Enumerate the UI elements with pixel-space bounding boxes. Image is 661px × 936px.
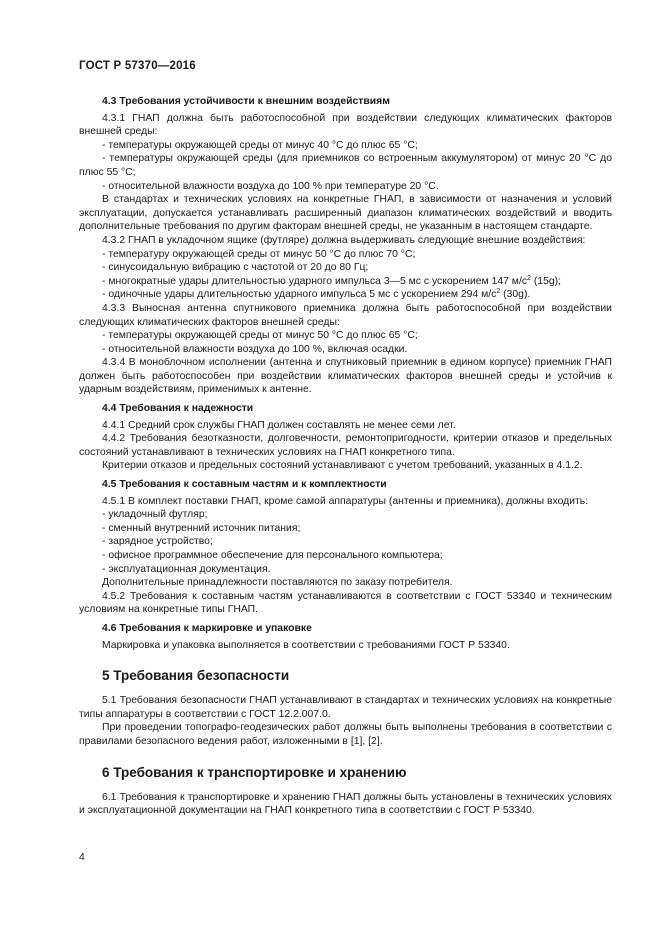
- section-heading-6: 6 Требования к транспортировке и хранению: [102, 764, 407, 780]
- list-item-text: (15g);: [530, 275, 561, 287]
- superscript: 2: [527, 274, 531, 282]
- list-item: - зарядное устройство;: [102, 536, 213, 548]
- list-item: - температуры окружающей среды (для приемников со встроенным аккумулятором) от минус 20 °С до плюс 55 °С;: [79, 153, 612, 178]
- paragraph: При проведении топографо-геодезических работ должны быть выполнены требования в соответствии с правилами безопасного ведения работ, изложенными в [1], [2].: [79, 722, 612, 747]
- section-heading-4-3: 4.3 Требования устойчивости к внешним воздействиям: [102, 96, 390, 107]
- list-item: - температуру окружающей среды от минус 50 °С до плюс 70 °С;: [102, 248, 416, 260]
- paragraph: 6.1 Требования к транспортировке и хранению ГНАП должны быть установлены в технических условиях и эксплуатационной документации на ГНАП конкретного типа в соответствии с ГОСТ Р 53340.: [79, 791, 612, 817]
- document-header: ГОСТ Р 57370—2016: [79, 60, 196, 72]
- superscript: 2: [496, 288, 501, 296]
- page-content: [79, 90, 612, 818]
- list-item-text: (30g).: [500, 289, 531, 301]
- paragraph: В стандартах и технических условиях на конкретные ГНАП, в зависимости от назначения и условий эксплуатации, допускается устанавливать расширенный диапазон климатических воздействий и вводить дополнительные требования по другим факторам внешней среды, не указанным в настоящем стандарте.: [79, 194, 612, 233]
- paragraph: 5.1 Требования безопасности ГНАП устанавливают в стандартах и технических условиях на конкретные типы аппаратуры в соответствии с ГОСТ 12.2.007.0.: [79, 695, 612, 720]
- paragraph: Дополнительные принадлежности поставляются по заказу потребителя.: [102, 577, 453, 589]
- paragraph: Маркировка и упаковка выполняется в соответствии с требованиями ГОСТ Р 53340.: [102, 639, 510, 651]
- section-heading-4-6: 4.6 Требования к маркировке и упаковке: [102, 622, 312, 634]
- paragraph: 4.3.1 ГНАП должна быть работоспособной при воздействии следующих климатических факторов внешней среды:: [79, 112, 612, 138]
- list-item: - температуры окружающей среды от минус 50 °С до плюс 65 °С;: [102, 330, 418, 342]
- paragraph: 4.5.1 В комплект поставки ГНАП, кроме самой аппаратуры (антенны и приемника), должны входить:: [102, 495, 589, 507]
- page-number: 4: [79, 852, 85, 863]
- list-item: - относительной влажности воздуха до 100 %, включая осадки.: [102, 343, 408, 355]
- paragraph: 4.4.2 Требования безотказности, долговечности, ремонтопригодности, критерии отказов и предельных состояний устанавливают в технических условиях на ГНАП конкретного типа.: [79, 433, 612, 458]
- list-item: - сменный внутренний источник питания;: [102, 522, 301, 534]
- list-item-text: - одиночные удары длительностью ударного импульса 5 мс с ускорением 294 м/с: [102, 289, 497, 301]
- list-item: - относительной влажности воздуха до 100 % при температуре 20 °С.: [102, 180, 439, 192]
- section-heading-4-4: 4.4 Требования к надежности: [102, 403, 254, 415]
- list-item: - укладочный футляр;: [102, 509, 208, 521]
- paragraph: 4.5.2 Требования к составным частям устанавливаются в соответствии с ГОСТ 53340 и техническим условиям на конкретные типы ГНАП.: [79, 590, 612, 616]
- paragraph: 4.3.3 Выносная антенна спутникового приемника должна быть работоспособной при воздействии следующих климатических факторов внешней среды:: [79, 302, 612, 328]
- list-item: - синусоидальную вибрацию с частотой от 20 до 80 Гц;: [102, 262, 369, 274]
- list-item: - офисное программное обеспечение для персонального компьютера;: [102, 550, 443, 561]
- section-heading-4-5: 4.5 Требования к составным частям и к комплектности: [102, 479, 387, 491]
- paragraph: 4.4.1 Средний срок службы ГНАП должен составлять не менее семи лет.: [102, 419, 456, 431]
- list-item-text: - многократные удары длительностью ударного импульса 3—5 мс с ускорением 147 м/с: [102, 275, 528, 287]
- list-item: - эксплуатационная документация.: [102, 563, 271, 575]
- list-item: - температуры окружающей среды от минус 40 °С до плюс 65 °С;: [102, 139, 418, 151]
- list-item: [79, 288, 612, 302]
- paragraph: 4.3.4 В моноблочном исполнении (антенна и спутниковый приемник в едином корпусе) приемник ГНАП должен быть работоспособен при воздействии климатических факторов внешней среды и устойчив к ударным воздействиям, применимых к антенне.: [79, 357, 612, 396]
- list-item: [79, 275, 612, 289]
- paragraph: Критерии отказов и предельных состояний устанавливают с учетом требований, указанных в 4.1.2.: [102, 460, 583, 472]
- section-heading-5: 5 Требования безопасности: [102, 668, 290, 684]
- paragraph: 4.3.2 ГНАП в укладочном ящике (футляре) должна выдерживать следующие внешние воздействия:: [102, 234, 586, 246]
